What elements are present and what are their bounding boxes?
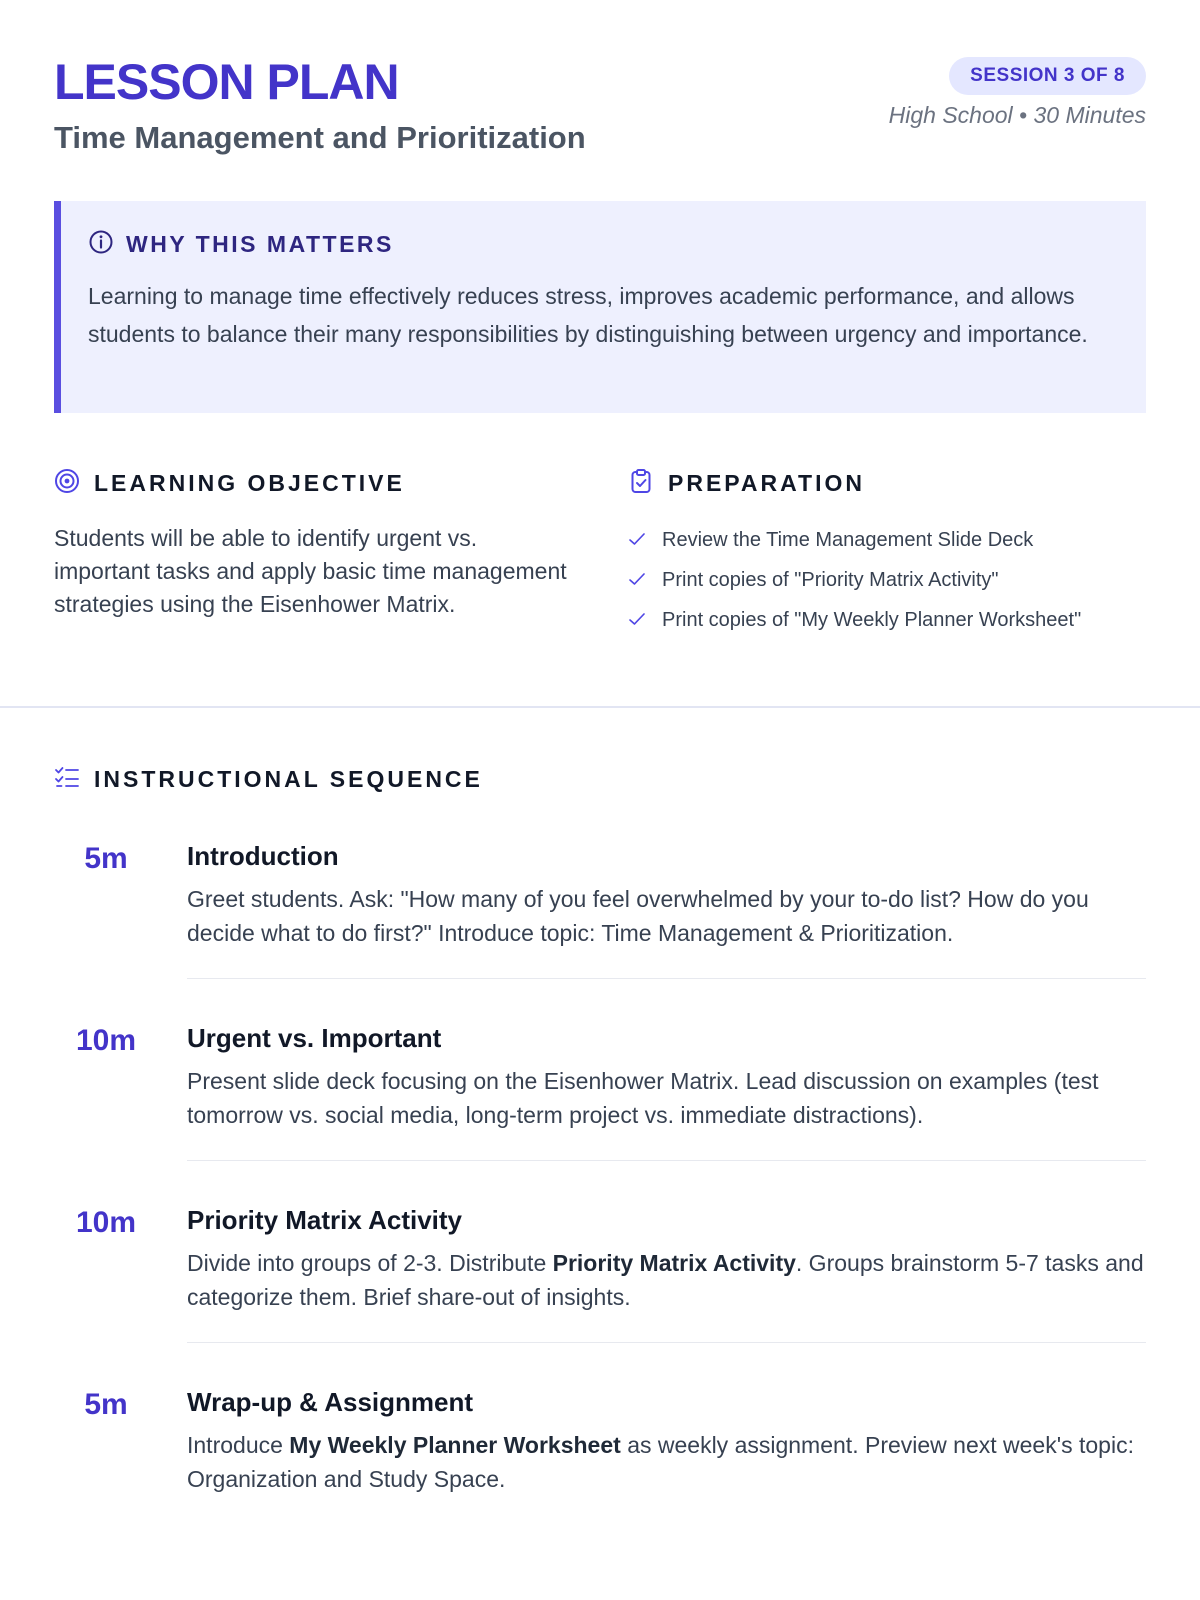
step-description: Present slide deck focusing on the Eisenhower Matrix. Lead discussion on examples (test tomorrow vs. social media, long-term project vs. immediate distractions). bbox=[187, 1068, 1099, 1128]
sequence-step bbox=[54, 838, 1146, 1020]
instructional-sequence-title: INSTRUCTIONAL SEQUENCE bbox=[94, 765, 483, 792]
page-subtitle: Time Management and Prioritization bbox=[54, 120, 586, 155]
step-divider bbox=[187, 978, 1146, 979]
step-duration: 10m bbox=[75, 1206, 137, 1239]
preparation-item bbox=[628, 600, 1146, 640]
checkmark-icon bbox=[628, 609, 650, 632]
section-divider bbox=[0, 706, 1200, 708]
preparation-section bbox=[628, 466, 1146, 640]
why-this-matters-text: Learning to manage time effectively reduces stress, improves academic performance, and allows students to balance their many responsibilities by distinguishing between urgency and importance. bbox=[88, 283, 1088, 347]
material-name: My Weekly Planner Worksheet bbox=[289, 1432, 621, 1458]
step-title: Introduction bbox=[187, 841, 339, 871]
step-description: Greet students. Ask: "How many of you feel overwhelmed by your to-do list? How do you decide what to do first?" Introduce topic: Time Management & Prioritization. bbox=[187, 886, 1089, 946]
instructional-steps bbox=[54, 838, 1146, 1566]
instructional-sequence-header bbox=[54, 762, 483, 796]
why-this-matters-callout bbox=[54, 201, 1146, 413]
sequence-step bbox=[54, 1384, 1146, 1566]
preparation-item-label: Print copies of "My Weekly Planner Worksheet" bbox=[662, 608, 1082, 631]
step-description: Introduce My Weekly Planner Worksheet as weekly assignment. Preview next week's topic: Organization and Study Space. bbox=[187, 1432, 1134, 1492]
sequence-step bbox=[54, 1202, 1146, 1384]
step-title: Wrap-up & Assignment bbox=[187, 1387, 474, 1417]
learning-objective-title: LEARNING OBJECTIVE bbox=[94, 469, 405, 496]
learning-objective-section bbox=[54, 466, 574, 621]
step-title: Priority Matrix Activity bbox=[187, 1205, 463, 1235]
sequence-step bbox=[54, 1020, 1146, 1202]
page-title: LESSON PLAN bbox=[54, 54, 399, 110]
preparation-item bbox=[628, 560, 1146, 600]
preparation-item-label: Review the Time Management Slide Deck bbox=[662, 528, 1034, 551]
step-divider bbox=[187, 1342, 1146, 1343]
step-title: Urgent vs. Important bbox=[187, 1023, 442, 1053]
clipboard-check-icon bbox=[628, 468, 654, 499]
list-check-icon bbox=[54, 764, 80, 795]
learning-objective-text: Students will be able to identify urgent vs. important tasks and apply basic time management strategies using the Eisenhower Matrix. bbox=[54, 525, 567, 617]
checkmark-icon bbox=[628, 569, 650, 592]
step-description: Divide into groups of 2-3. Distribute Priority Matrix Activity. Groups brainstorm 5-7 tasks and categorize them. Brief share-out of insights. bbox=[187, 1250, 1144, 1310]
step-duration: 5m bbox=[84, 1388, 128, 1421]
preparation-title: PREPARATION bbox=[668, 469, 865, 496]
info-icon bbox=[88, 229, 114, 260]
preparation-list bbox=[628, 520, 1146, 640]
target-icon bbox=[54, 468, 80, 499]
step-duration: 10m bbox=[75, 1024, 137, 1057]
page-header bbox=[54, 52, 1146, 162]
step-duration: 5m bbox=[84, 842, 128, 875]
preparation-item bbox=[628, 520, 1146, 560]
checkmark-icon bbox=[628, 529, 650, 552]
material-name: Priority Matrix Activity bbox=[552, 1250, 796, 1276]
preparation-item-label: Print copies of "Priority Matrix Activity" bbox=[662, 568, 999, 591]
step-divider bbox=[187, 1160, 1146, 1161]
session-badge: SESSION 3 OF 8 bbox=[949, 57, 1146, 95]
why-this-matters-title: WHY THIS MATTERS bbox=[126, 230, 394, 257]
grade-duration-meta: High School • 30 Minutes bbox=[888, 102, 1146, 128]
